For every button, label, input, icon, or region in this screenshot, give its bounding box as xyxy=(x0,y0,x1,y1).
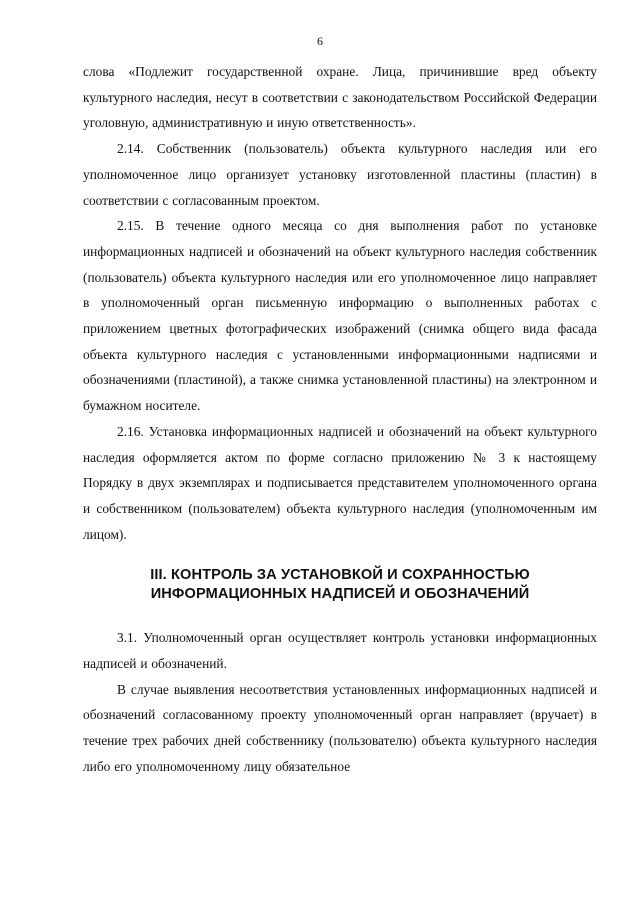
section-title-line-2: ИНФОРМАЦИОННЫХ НАДПИСЕЙ И ОБОЗНАЧЕНИЙ xyxy=(150,586,530,603)
paragraph-2-16: 2.16. Установка информационных надписей и обозначений на объект культурного наследия оформляется актом по форме согласно приложению № 3 к настоящему Порядку в двух экземплярах и подписывается представителем уполномоченного органа и собственником (пользователем) объекта культурного наследия (уполномоченным им лицом). xyxy=(83,423,597,542)
page-number: 6 xyxy=(317,34,323,48)
document-body xyxy=(83,59,597,780)
paragraph-mismatch: В случае выявления несоответствия установленных информационных надписей и обозначений согласованному проекту уполномоченный орган направляет (вручает) в течение трех рабочих дней собственнику (пользователю) объекта культурного наследия либо его уполномоченному лицу обязательное xyxy=(83,681,597,774)
section-title xyxy=(83,566,597,604)
section-title-line-1: III. КОНТРОЛЬ ЗА УСТАНОВКОЙ И СОХРАННОСТЬЮ xyxy=(150,567,530,584)
paragraph-3-1: 3.1. Уполномоченный орган осуществляет контроль установки информационных надписей и обозначений. xyxy=(83,630,597,672)
paragraph-2-14: 2.14. Собственник (пользователь) объекта культурного наследия или его уполномоченное лицо организует установку изготовленной пластины (пластин) в соответствии с согласованным проектом. xyxy=(83,141,597,208)
paragraph-continuation: слова «Подлежит государственной охране. Лица, причинившие вред объекту культурного наследия, несут в соответствии с законодательством Российской Федерации уголовную, административную и иную ответственность». xyxy=(83,64,597,131)
paragraph-2-15: 2.15. В течение одного месяца со дня выполнения работ по установке информационных надписей и обозначений на объект культурного наследия собственник (пользователь) объекта культурного наследия или его уполномоченное лицо направляет в уполномоченный орган письменную информацию о выполненных работах с приложением цветных фотографических изображений (снимка общего вида фасада объекта культурного наследия с установленными информационными надписями и обозначениями (пластиной), а также снимка установленной пластины) на электронном и бумажном носителе. xyxy=(83,218,597,414)
